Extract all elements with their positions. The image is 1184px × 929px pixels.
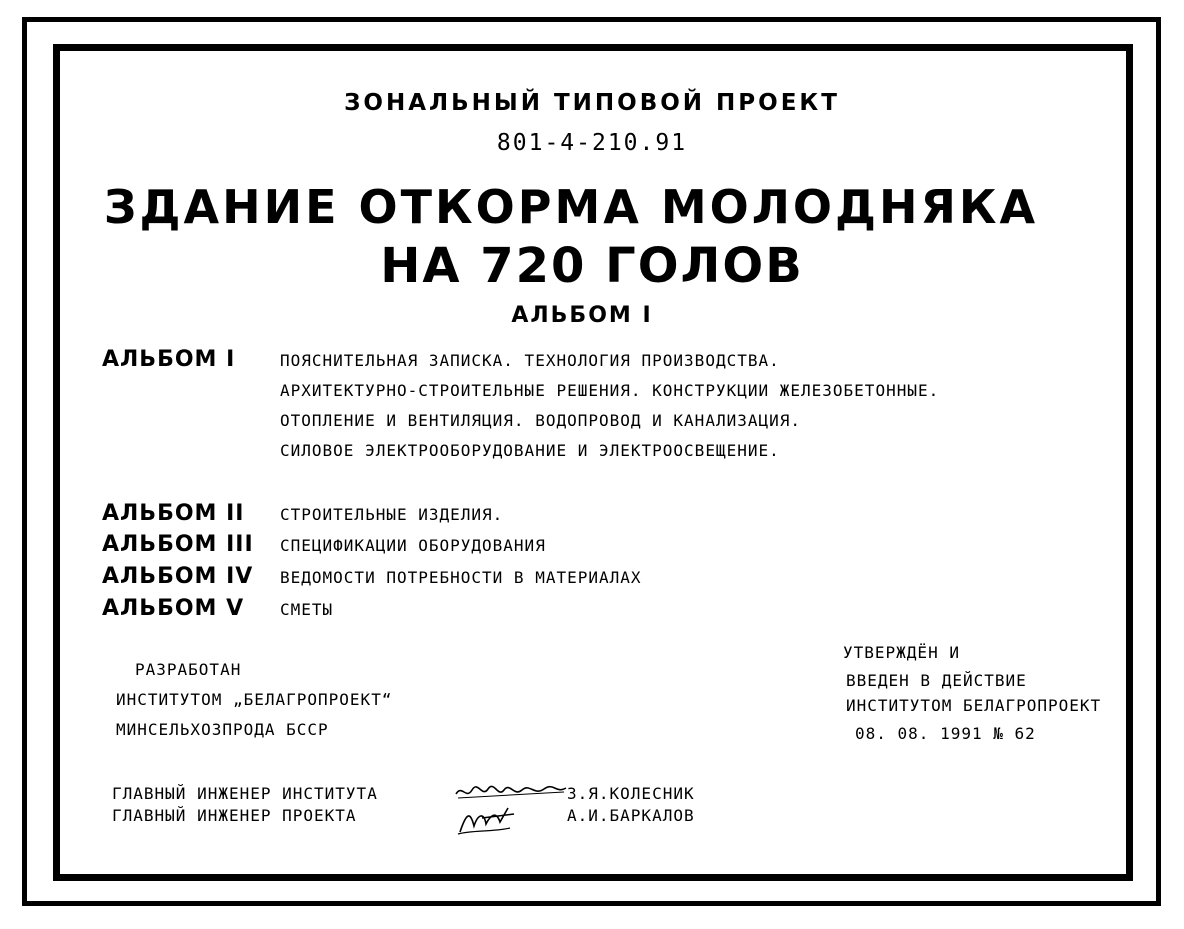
signature-name-2: А.И.БАРКАЛОВ [567,806,695,825]
album-3-line-1: СПЕЦИФИКАЦИИ ОБОРУДОВАНИЯ [280,536,546,555]
signature-name-1: З.Я.КОЛЕСНИК [567,784,695,803]
album-3-label: АЛЬБОМ III [102,532,254,557]
inner-frame [53,44,1133,881]
album-2-line-1: СТРОИТЕЛЬНЫЕ ИЗДЕЛИЯ. [280,505,504,524]
developer-line-2: ИНСТИТУТОМ „БЕЛАГРОПРОЕКТ“ [116,690,393,709]
handwritten-signature-1 [452,780,570,806]
album-1-line-2: АРХИТЕКТУРНО-СТРОИТЕЛЬНЫЕ РЕШЕНИЯ. КОНСТРУКЦИИ ЖЕЛЕЗОБЕТОННЫЕ. [280,381,940,400]
developer-line-3: МИНСЕЛЬХОЗПРОДА БССР [116,720,329,739]
approval-line-2: ВВЕДЕН В ДЕЙСТВИЕ [846,671,1027,690]
album-4-label: АЛЬБОМ IV [102,564,254,589]
title-line-1: ЗДАНИЕ ОТКОРМА МОЛОДНЯКА [103,180,1039,234]
project-code: 801-4-210.91 [496,130,688,156]
album-1-label: АЛЬБОМ I [102,347,236,372]
album-1-line-3: ОТОПЛЕНИЕ И ВЕНТИЛЯЦИЯ. ВОДОПРОВОД И КАНАЛИЗАЦИЯ. [280,411,802,430]
album-2-label: АЛЬБОМ II [102,501,245,526]
handwritten-signature-2 [452,804,522,838]
album-1-line-1: ПОЯСНИТЕЛЬНАЯ ЗАПИСКА. ТЕХНОЛОГИЯ ПРОИЗВОДСТВА. [280,351,780,370]
project-series: ЗОНАЛЬНЫЙ ТИПОВОЙ ПРОЕКТ [344,90,840,116]
developer-line-1: РАЗРАБОТАН [135,660,242,679]
approval-line-3: ИНСТИТУТОМ БЕЛАГРОПРОЕКТ [846,696,1102,715]
approval-line-4: 08. 08. 1991 № 62 [855,724,1036,743]
album-5-line-1: СМЕТЫ [280,600,334,619]
approval-line-1: УТВЕРЖДЁН И [843,643,960,662]
album-4-line-1: ВЕДОМОСТИ ПОТРЕБНОСТИ В МАТЕРИАЛАХ [280,568,642,587]
signature-role-2: ГЛАВНЫЙ ИНЖЕНЕР ПРОЕКТА [112,806,357,825]
album-1-line-4: СИЛОВОЕ ЭЛЕКТРООБОРУДОВАНИЕ И ЭЛЕКТРООСВЕЩЕНИЕ. [280,441,780,460]
title-line-2: НА 720 ГОЛОВ [380,238,804,294]
signature-role-1: ГЛАВНЫЙ ИНЖЕНЕР ИНСТИТУТА [112,784,378,803]
album-heading: АЛЬБОМ I [511,303,653,328]
album-5-label: АЛЬБОМ V [102,596,245,621]
